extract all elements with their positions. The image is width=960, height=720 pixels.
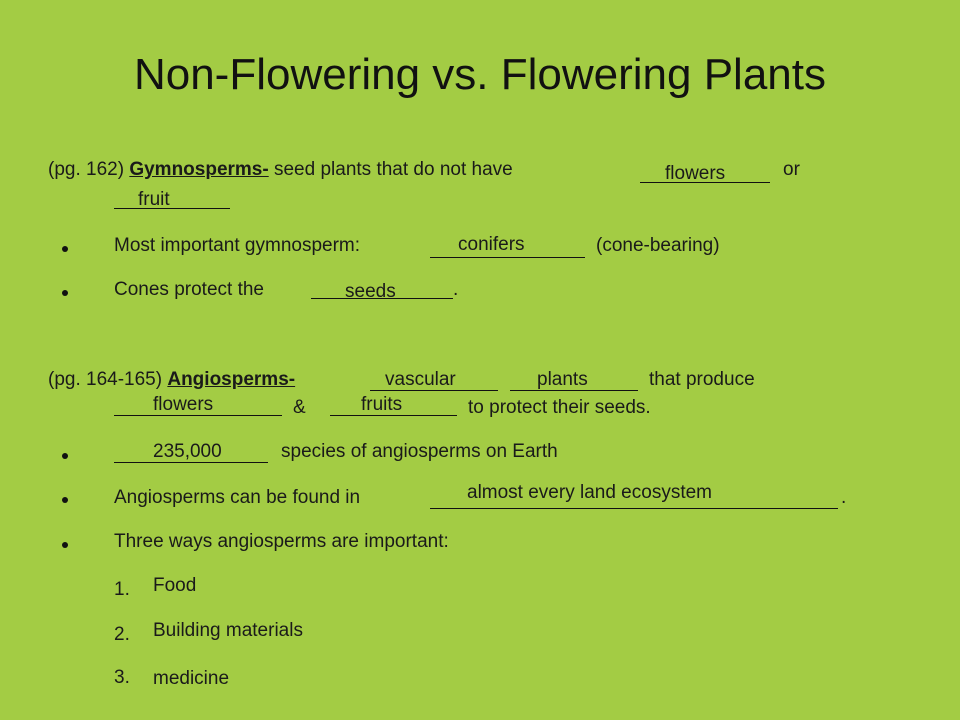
bullet-text-after: (cone-bearing) [596, 235, 720, 256]
blank-line [114, 415, 282, 416]
period-text: . [841, 487, 847, 508]
blank-answer-plants: plants [537, 369, 588, 390]
angiosperms-text: to protect their seeds. [468, 397, 651, 418]
blank-answer-ecosystem: almost every land ecosystem [467, 482, 712, 503]
gymnosperms-page-ref: (pg. 162) [48, 159, 130, 180]
blank-line [330, 415, 457, 416]
slide-title: Non-Flowering vs. Flowering Plants [133, 50, 827, 99]
bullet-text: Angiosperms can be found in [114, 487, 361, 508]
or-text: or [783, 159, 800, 180]
bullet-icon [62, 542, 68, 548]
blank-answer-flowers: flowers [153, 394, 214, 415]
period-text: . [453, 279, 459, 300]
bullet-text: Three ways angiosperms are important: [114, 531, 449, 552]
blank-answer-fruits: fruits [361, 394, 403, 415]
blank-answer-seeds: seeds [345, 281, 396, 302]
blank-line [510, 390, 638, 391]
list-item: Building materials [153, 620, 303, 641]
bullet-icon [62, 246, 68, 252]
blank-answer-count: 235,000 [153, 441, 222, 462]
bullet-icon [62, 497, 68, 503]
blank-line [430, 508, 838, 509]
list-number: 2. [114, 624, 130, 645]
bullet-icon [62, 290, 68, 296]
blank-answer-conifers: conifers [458, 234, 525, 255]
blank-line [114, 208, 230, 209]
angiosperms-term: Angiosperms- [167, 369, 296, 390]
bullet-text: species of angiosperms on Earth [281, 441, 558, 462]
list-item: medicine [153, 668, 230, 689]
bullet-icon [62, 453, 68, 459]
list-item: Food [153, 575, 197, 596]
bullet-text: Cones protect the [114, 279, 264, 300]
blank-answer-vascular: vascular [385, 369, 456, 390]
blank-line [430, 257, 585, 258]
blank-line [114, 462, 268, 463]
bullet-text: Most important gymnosperm: [114, 235, 361, 256]
ampersand-text: & [293, 397, 306, 418]
angiosperms-paragraph [48, 370, 295, 389]
blank-line [370, 390, 498, 391]
angiosperms-page-ref: (pg. 164-165) [48, 369, 168, 390]
angiosperms-text: that produce [649, 369, 755, 390]
gymnosperms-term: Gymnosperms- [129, 159, 269, 180]
list-number: 1. [114, 579, 130, 600]
blank-answer-flowers: flowers [665, 163, 726, 184]
list-number: 3. [114, 667, 130, 688]
gymnosperms-paragraph [48, 160, 513, 179]
gymnosperms-definition: seed plants that do not have [268, 159, 513, 180]
blank-answer-fruit: fruit [138, 189, 170, 210]
